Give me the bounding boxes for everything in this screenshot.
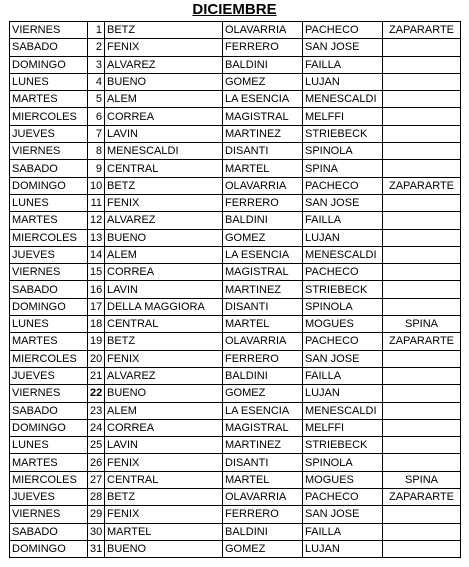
date-cell: 28 [88,489,105,506]
day-cell: VIERNES [10,264,88,281]
pharmacy-cell-3: LUJAN [303,540,383,557]
date-cell: 8 [88,143,105,160]
pharmacy-cell-4 [383,506,461,523]
date-cell: 1 [88,22,105,39]
pharmacy-cell-1: FENIX [105,350,223,367]
table-row [10,212,461,229]
date-cell: 9 [88,160,105,177]
pharmacy-cell-1: CORREA [105,108,223,125]
date-cell: 5 [88,91,105,108]
pharmacy-cell-2: GOMEZ [223,229,303,246]
date-cell: 25 [88,437,105,454]
pharmacy-cell-3: PACHECO [303,22,383,39]
pharmacy-cell-4 [383,385,461,402]
pharmacy-cell-3: SAN JOSE [303,194,383,211]
table-row [10,385,461,402]
day-cell: DOMINGO [10,56,88,73]
pharmacy-cell-4 [383,91,461,108]
day-cell: SABADO [10,402,88,419]
table-row [10,22,461,39]
date-cell: 17 [88,298,105,315]
pharmacy-cell-2: MAGISTRAL [223,419,303,436]
pharmacy-cell-2: MARTEL [223,160,303,177]
pharmacy-cell-1: ALEM [105,91,223,108]
table-row [10,73,461,90]
pharmacy-cell-3: STRIEBECK [303,125,383,142]
pharmacy-cell-3: STRIEBECK [303,281,383,298]
pharmacy-cell-1: ALEM [105,402,223,419]
date-cell: 30 [88,523,105,540]
pharmacy-cell-1: CENTRAL [105,471,223,488]
table-row [10,264,461,281]
day-cell: SABADO [10,39,88,56]
table-row [10,333,461,350]
pharmacy-cell-3: SAN JOSE [303,506,383,523]
date-cell: 13 [88,229,105,246]
pharmacy-cell-3: SPINOLA [303,298,383,315]
pharmacy-cell-4 [383,454,461,471]
table-row [10,194,461,211]
day-cell: VIERNES [10,385,88,402]
table-row [10,437,461,454]
day-cell: LUNES [10,194,88,211]
date-cell: 18 [88,316,105,333]
pharmacy-cell-4 [383,350,461,367]
pharmacy-cell-4 [383,540,461,557]
pharmacy-cell-2: FERRERO [223,506,303,523]
pharmacy-cell-4 [383,56,461,73]
table-row [10,246,461,263]
pharmacy-cell-2: MARTEL [223,471,303,488]
day-cell: MARTES [10,91,88,108]
pharmacy-cell-4 [383,298,461,315]
pharmacy-cell-1: FENIX [105,506,223,523]
pharmacy-cell-4 [383,108,461,125]
table-row [10,471,461,488]
day-cell: LUNES [10,73,88,90]
pharmacy-cell-1: LAVIN [105,437,223,454]
pharmacy-cell-2: GOMEZ [223,540,303,557]
pharmacy-cell-4 [383,212,461,229]
day-cell: JUEVES [10,246,88,263]
date-cell: 3 [88,56,105,73]
pharmacy-cell-2: MARTINEZ [223,125,303,142]
table-row [10,39,461,56]
table-row [10,91,461,108]
pharmacy-cell-4: ZAPARARTE [383,333,461,350]
table-row [10,160,461,177]
table-row [10,281,461,298]
table-row [10,454,461,471]
day-cell: MIERCOLES [10,471,88,488]
date-cell: 2 [88,39,105,56]
date-cell: 20 [88,350,105,367]
pharmacy-cell-2: DISANTI [223,454,303,471]
day-cell: VIERNES [10,22,88,39]
date-cell: 22 [88,385,105,402]
pharmacy-cell-3: SAN JOSE [303,350,383,367]
pharmacy-cell-3: MENESCALDI [303,402,383,419]
pharmacy-cell-2: OLAVARRIA [223,489,303,506]
pharmacy-cell-1: CENTRAL [105,316,223,333]
pharmacy-cell-1: BUENO [105,540,223,557]
pharmacy-cell-4: ZAPARARTE [383,177,461,194]
day-cell: VIERNES [10,506,88,523]
table-row [10,402,461,419]
pharmacy-cell-3: PACHECO [303,177,383,194]
table-row [10,489,461,506]
pharmacy-cell-2: MARTINEZ [223,437,303,454]
pharmacy-cell-2: FERRERO [223,39,303,56]
pharmacy-cell-3: SPINOLA [303,143,383,160]
pharmacy-cell-3: PACHECO [303,489,383,506]
table-row [10,523,461,540]
pharmacy-cell-4 [383,160,461,177]
pharmacy-cell-1: ALEM [105,246,223,263]
pharmacy-cell-3: FAILLA [303,212,383,229]
day-cell: DOMINGO [10,540,88,557]
pharmacy-cell-2: DISANTI [223,143,303,160]
pharmacy-cell-3: FAILLA [303,367,383,384]
pharmacy-cell-3: MELFFI [303,419,383,436]
pharmacy-cell-1: DELLA MAGGIORA [105,298,223,315]
table-row [10,229,461,246]
table-row [10,143,461,160]
pharmacy-cell-1: LAVIN [105,125,223,142]
pharmacy-cell-1: BETZ [105,489,223,506]
table-row [10,56,461,73]
day-cell: JUEVES [10,489,88,506]
pharmacy-cell-1: ALVAREZ [105,56,223,73]
date-cell: 21 [88,367,105,384]
day-cell: SABADO [10,160,88,177]
pharmacy-cell-2: BALDINI [223,523,303,540]
pharmacy-cell-4 [383,264,461,281]
pharmacy-cell-4 [383,229,461,246]
date-cell: 29 [88,506,105,523]
pharmacy-cell-3: MOGUES [303,316,383,333]
pharmacy-cell-2: MARTEL [223,316,303,333]
pharmacy-cell-3: STRIEBECK [303,437,383,454]
pharmacy-cell-4: SPINA [383,316,461,333]
pharmacy-cell-2: OLAVARRIA [223,22,303,39]
pharmacy-cell-3: PACHECO [303,264,383,281]
day-cell: MARTES [10,333,88,350]
date-cell: 26 [88,454,105,471]
table-row [10,108,461,125]
table-row [10,316,461,333]
pharmacy-cell-2: FERRERO [223,350,303,367]
pharmacy-cell-2: BALDINI [223,212,303,229]
pharmacy-cell-4: ZAPARARTE [383,489,461,506]
day-cell: MARTES [10,212,88,229]
title-text: DICIEMBRE [192,1,277,18]
pharmacy-cell-3: SAN JOSE [303,39,383,56]
pharmacy-cell-2: MAGISTRAL [223,264,303,281]
date-cell: 7 [88,125,105,142]
date-cell: 19 [88,333,105,350]
pharmacy-cell-1: BETZ [105,177,223,194]
pharmacy-cell-2: GOMEZ [223,385,303,402]
table-row [10,298,461,315]
page-title [0,0,469,20]
date-cell: 14 [88,246,105,263]
pharmacy-cell-1: MARTEL [105,523,223,540]
date-cell: 11 [88,194,105,211]
pharmacy-cell-2: LA ESENCIA [223,402,303,419]
pharmacy-cell-1: BUENO [105,385,223,402]
pharmacy-cell-1: FENIX [105,39,223,56]
pharmacy-cell-1: ALVAREZ [105,212,223,229]
schedule-table [9,21,461,558]
day-cell: MARTES [10,454,88,471]
pharmacy-cell-3: LUJAN [303,385,383,402]
table-row [10,177,461,194]
table-row [10,367,461,384]
pharmacy-cell-1: BUENO [105,73,223,90]
day-cell: MIERCOLES [10,350,88,367]
pharmacy-cell-2: GOMEZ [223,73,303,90]
date-cell: 4 [88,73,105,90]
day-cell: MIERCOLES [10,108,88,125]
pharmacy-cell-2: LA ESENCIA [223,246,303,263]
pharmacy-cell-1: FENIX [105,194,223,211]
day-cell: JUEVES [10,367,88,384]
day-cell: MIERCOLES [10,229,88,246]
table-row [10,125,461,142]
pharmacy-cell-3: MENESCALDI [303,91,383,108]
pharmacy-cell-3: FAILLA [303,56,383,73]
pharmacy-cell-1: BETZ [105,333,223,350]
pharmacy-cell-1: FENIX [105,454,223,471]
pharmacy-cell-4 [383,437,461,454]
pharmacy-cell-2: LA ESENCIA [223,91,303,108]
table-row [10,540,461,557]
pharmacy-cell-4 [383,246,461,263]
pharmacy-cell-4: SPINA [383,471,461,488]
day-cell: SABADO [10,523,88,540]
pharmacy-cell-3: MENESCALDI [303,246,383,263]
pharmacy-cell-4 [383,143,461,160]
pharmacy-cell-3: LUJAN [303,229,383,246]
date-cell: 6 [88,108,105,125]
pharmacy-cell-2: MAGISTRAL [223,108,303,125]
pharmacy-cell-4: ZAPARARTE [383,22,461,39]
day-cell: LUNES [10,437,88,454]
pharmacy-cell-4 [383,39,461,56]
day-cell: VIERNES [10,143,88,160]
pharmacy-cell-1: LAVIN [105,281,223,298]
pharmacy-cell-1: BUENO [105,229,223,246]
pharmacy-cell-1: ALVAREZ [105,367,223,384]
date-cell: 12 [88,212,105,229]
pharmacy-cell-2: OLAVARRIA [223,333,303,350]
pharmacy-cell-3: FAILLA [303,523,383,540]
schedule-body [10,22,461,558]
pharmacy-cell-1: BETZ [105,22,223,39]
pharmacy-cell-3: SPINA [303,160,383,177]
date-cell: 15 [88,264,105,281]
pharmacy-cell-3: MELFFI [303,108,383,125]
date-cell: 27 [88,471,105,488]
pharmacy-cell-3: MOGUES [303,471,383,488]
pharmacy-cell-4 [383,73,461,90]
pharmacy-cell-3: PACHECO [303,333,383,350]
pharmacy-cell-2: OLAVARRIA [223,177,303,194]
day-cell: LUNES [10,316,88,333]
date-cell: 31 [88,540,105,557]
pharmacy-cell-4 [383,419,461,436]
pharmacy-cell-4 [383,194,461,211]
pharmacy-cell-1: CORREA [105,419,223,436]
date-cell: 10 [88,177,105,194]
pharmacy-cell-1: CENTRAL [105,160,223,177]
day-cell: DOMINGO [10,177,88,194]
day-cell: DOMINGO [10,419,88,436]
date-cell: 16 [88,281,105,298]
pharmacy-cell-3: SPINOLA [303,454,383,471]
pharmacy-cell-2: BALDINI [223,56,303,73]
pharmacy-cell-4 [383,281,461,298]
pharmacy-cell-1: CORREA [105,264,223,281]
pharmacy-cell-3: LUJAN [303,73,383,90]
day-cell: DOMINGO [10,298,88,315]
date-cell: 23 [88,402,105,419]
pharmacy-cell-4 [383,523,461,540]
pharmacy-cell-4 [383,367,461,384]
day-cell: SABADO [10,281,88,298]
table-row [10,506,461,523]
day-cell: JUEVES [10,125,88,142]
pharmacy-cell-1: MENESCALDI [105,143,223,160]
pharmacy-cell-4 [383,402,461,419]
table-row [10,350,461,367]
date-cell: 24 [88,419,105,436]
pharmacy-cell-2: BALDINI [223,367,303,384]
pharmacy-cell-2: FERRERO [223,194,303,211]
pharmacy-cell-2: DISANTI [223,298,303,315]
table-row [10,419,461,436]
pharmacy-cell-4 [383,125,461,142]
pharmacy-cell-2: MARTINEZ [223,281,303,298]
